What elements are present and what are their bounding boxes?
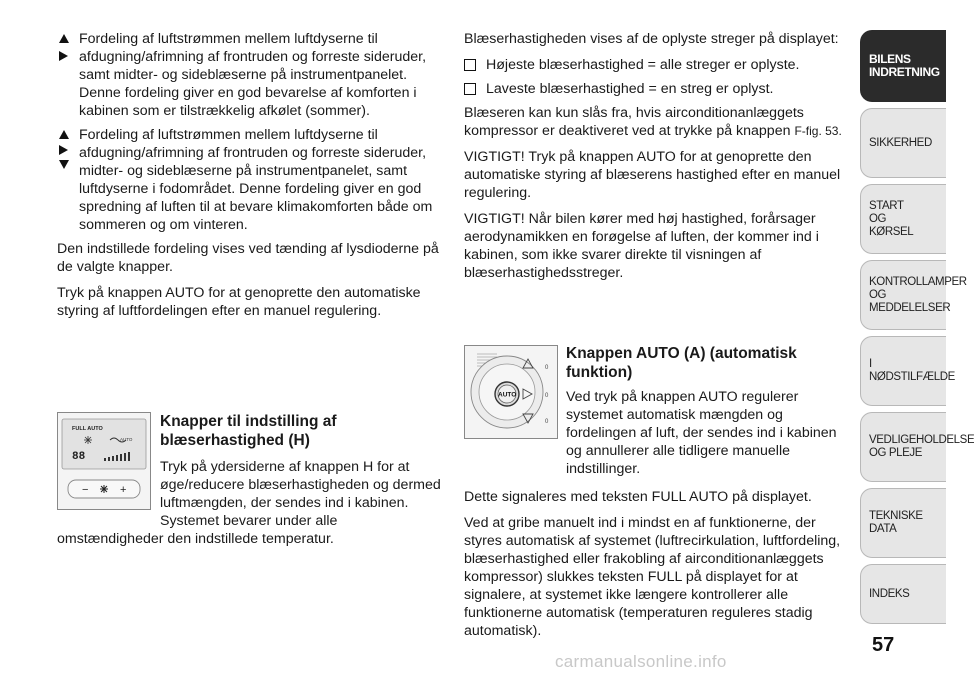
paragraph: Tryk på ydersiderne af knappen H for at øge/reducere blæserhastigheden og dermed luftmængden, der sendes ind i kabinen. Systemet bevarer under alle omstændigheder den indstillede temperatur.: [57, 459, 441, 547]
airflow-bullet-1: [57, 30, 442, 120]
tab-start-og-koersel[interactable]: START OG KØRSEL: [860, 184, 946, 254]
paragraph-text: Blæseren kan kun slås fra, hvis airconditionanlæggets kompressor er deaktiveret ved at trykke på knappen: [464, 105, 804, 139]
paragraph: Blæserhastigheden vises af de oplyste streger på displayet:: [464, 31, 839, 47]
fan-speed-section: [160, 412, 442, 456]
bullet-text: Fordeling af luftstrømmen mellem luftdyserne til afdugning/afrimning af frontruden og forreste sideruder, midter- og sideblæserne på instrumentpanelet, samt luftdyserne i fodområdet. Denne fordeling giver en god spredning af luften til at bevare klimakomforten både om sommeren og om vinteren.: [79, 127, 433, 233]
svg-text:0: 0: [545, 393, 549, 399]
tab-sikkerhed[interactable]: SIKKERHED: [860, 108, 946, 178]
checkbox-bullet-icon: [464, 59, 476, 71]
bullet-text: Fordeling af luftstrømmen mellem luftdyserne til afdugning/afrimning af frontruden og forreste sideruder, samt midter- og sideblæserne på instrumentpanelet. Denne fordeling giver en god bevarelse af komforten i kabinen som er tilstrækkelig afkølet (sommer).: [79, 31, 427, 119]
fan-speed-text-wrap: [57, 458, 442, 548]
auto-label: AUTO: [120, 437, 133, 442]
airflow-windscreen-dash-feet-icon: [57, 126, 79, 234]
list-item: [464, 80, 850, 98]
paragraph: VIGTIGT! Når bilen kører med høj hastighed, forårsager aerodynamikken en forøgelse af luften, der kommer ind i kabinen, som ikke svarer direkte til visningen af blæserhastighedsstreger.: [464, 211, 819, 281]
airflow-bullet-2: [57, 126, 442, 234]
paragraph: Ved at gribe manuelt ind i mindst en af funktionerne, der styres automatisk af systemet (luftrecirkulation, luftfordeling, blæserhastighed eller frakobling af airconditionanlæggets kompressor) slukkes teksten FULL på displayet for at signalere, at systemet ikke længere kontrollerer alle funktionerne automatisk (temperaturen reguleres stadig automatisk).: [464, 515, 841, 639]
tab-vedligeholdelse[interactable]: VEDLIGEHOLDELSE OG PLEJE: [860, 412, 946, 482]
auto-section: [566, 344, 850, 478]
figure-reference: F-fig. 53.: [794, 124, 842, 138]
svg-text:0: 0: [545, 365, 549, 371]
fan-icon: [84, 436, 92, 444]
svg-text:0: 0: [545, 419, 549, 425]
middle-column: [464, 30, 850, 290]
paragraph: [464, 104, 850, 140]
paragraph: Dette signaleres med teksten FULL AUTO på displayet.: [464, 489, 812, 505]
plus-icon: +: [120, 484, 127, 496]
left-column: [57, 30, 442, 328]
full-auto-label: FULL AUTO: [72, 426, 103, 432]
temperature-digits: 88: [72, 451, 86, 463]
paragraph: VIGTIGT! Tryk på knappen AUTO for at genoprette den automatiske styring af blæserens hastighed efter en manuel regulering.: [464, 149, 841, 201]
tab-i-noedstilfaelde[interactable]: I NØDSTILFÆLDE: [860, 336, 946, 406]
list-item-text: Højeste blæserhastighed = alle streger er oplyste.: [486, 57, 800, 73]
paragraph: Ved tryk på knappen AUTO regulerer systemet automatisk mængden og fordelingen af luft, der sendes ind i kabinen og annullerer alle tidligere manuelle indstillinger.: [566, 389, 837, 477]
section-heading: Knappen AUTO (A) (automatisk funktion): [566, 345, 797, 381]
tab-indeks[interactable]: INDEKS: [860, 564, 946, 624]
tab-bilens-indretning[interactable]: BILENS INDRETNING: [860, 30, 946, 102]
list-item-text: Laveste blæserhastighed = en streg er oplyst.: [486, 81, 774, 97]
paragraph: Tryk på knappen AUTO for at genoprette den automatiske styring af luftfordelingen efter en manuel regulering.: [57, 285, 421, 319]
auto-button-label: AUTO: [498, 391, 517, 399]
auto-knob-illustration: [465, 346, 557, 438]
watermark: carmanualsonline.info: [555, 652, 727, 671]
list-item: [464, 56, 850, 74]
tab-kontrollamper[interactable]: KONTROLLAMPER OG MEDDELELSER: [860, 260, 946, 330]
checkbox-bullet-icon: [464, 83, 476, 95]
tab-tekniske-data[interactable]: TEKNISKE DATA: [860, 488, 946, 558]
page-number: 57: [872, 634, 895, 656]
paragraph: Den indstillede fordeling vises ved tænding af lysdioderne på de valgte knapper.: [57, 241, 439, 275]
section-heading: Knapper til indstilling af blæserhastighed (H): [160, 413, 337, 449]
minus-icon: −: [82, 484, 89, 496]
airflow-windscreen-dash-icon: [57, 30, 79, 120]
auto-section-continued: [464, 488, 850, 640]
auto-button-figure: [464, 345, 558, 439]
